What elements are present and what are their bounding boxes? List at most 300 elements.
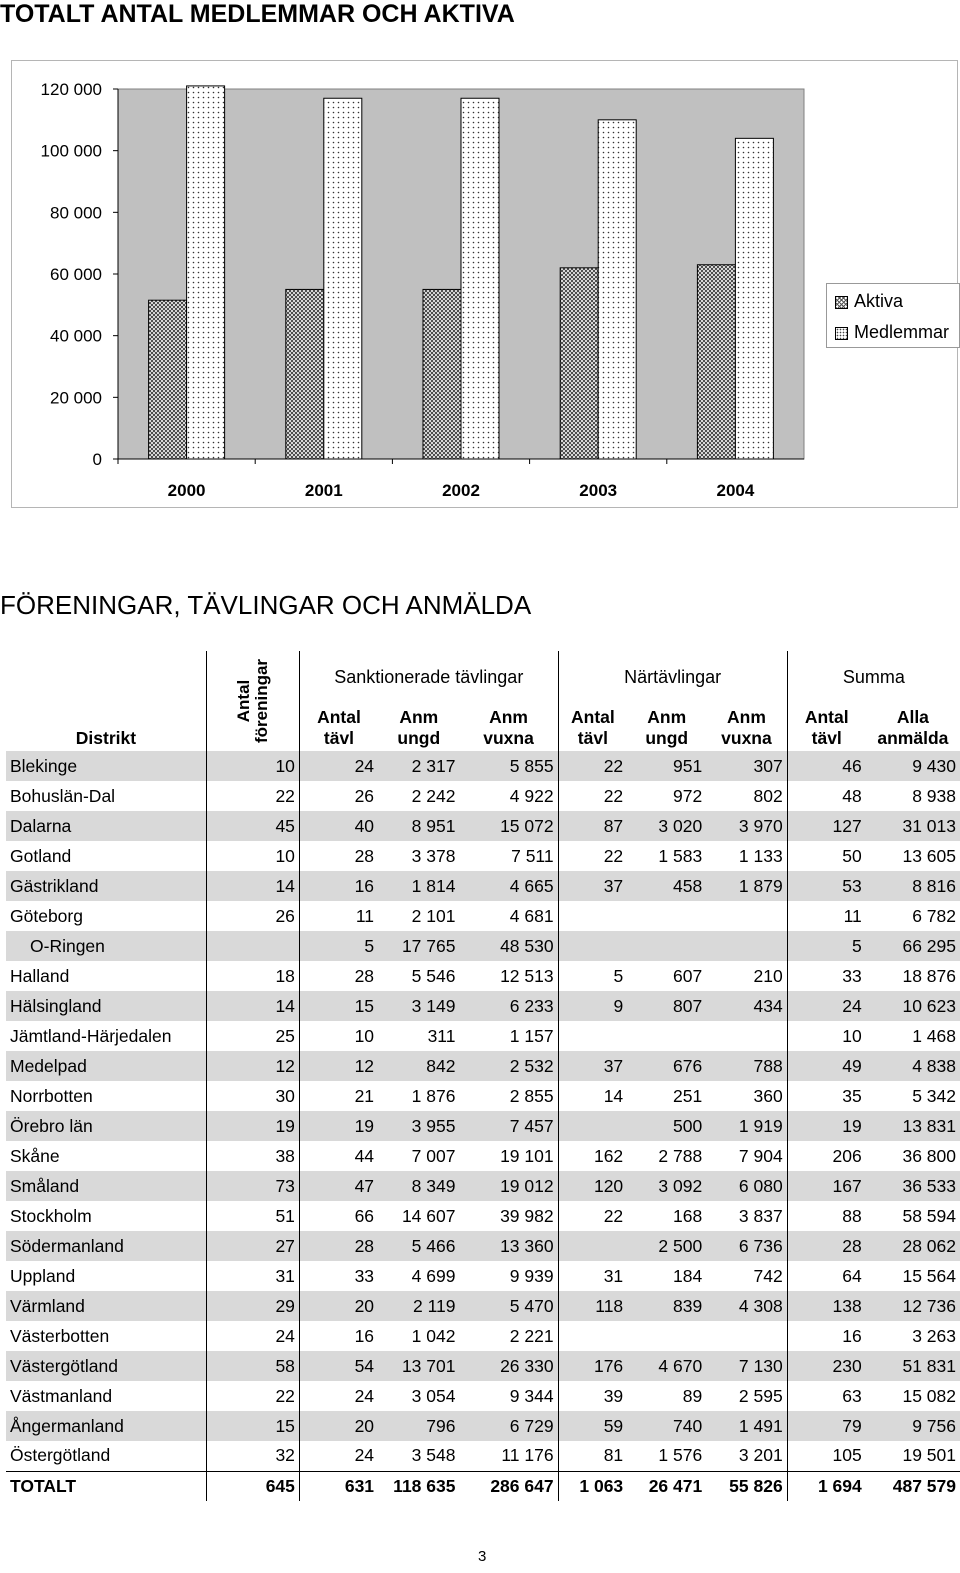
table-row — [6, 901, 960, 931]
legend-item-medlemmar — [835, 321, 949, 343]
header-sub-cell — [706, 703, 787, 751]
value-cell: 81 — [558, 1441, 627, 1471]
value-cell: 3 970 — [706, 811, 787, 841]
value-cell: 33 — [299, 1261, 378, 1291]
value-cell: 22 — [558, 751, 627, 781]
value-cell: 3 092 — [627, 1171, 706, 1201]
y-tick-label: 80 000 — [50, 203, 102, 223]
value-cell: 4 665 — [459, 871, 558, 901]
value-cell: 2 855 — [509, 1085, 554, 1106]
header-group-sanktionerade: Sanktionerade tävlingar — [299, 651, 558, 703]
value-cell — [558, 1321, 627, 1351]
value-cell: 13 605 — [902, 845, 956, 866]
value-cell: 18 876 — [902, 965, 956, 986]
table-row — [6, 1351, 960, 1381]
value-cell: 58 594 — [902, 1205, 956, 1226]
value-cell: 11 176 — [501, 1445, 554, 1466]
value-cell: 500 — [627, 1111, 706, 1141]
value-cell: 12 — [206, 1051, 299, 1081]
value-cell: 3 837 — [738, 1205, 783, 1226]
header-sub-line: Antal — [571, 707, 615, 727]
district-name-cell: Halland — [10, 965, 70, 986]
value-cell: 9 — [558, 991, 627, 1021]
value-cell: 11 — [787, 901, 866, 931]
header-sub-line: Anm — [399, 707, 439, 727]
value-cell: 73 — [206, 1171, 299, 1201]
header-sub-line: ungd — [397, 728, 441, 748]
table-row — [6, 1201, 960, 1231]
value-cell: 24 — [299, 1441, 378, 1471]
value-cell: 5 466 — [378, 1231, 459, 1261]
value-cell: 49 — [787, 1051, 866, 1081]
value-cell: 230 — [787, 1351, 866, 1381]
district-name-cell: Gotland — [10, 845, 72, 866]
header-sub-line: tävl — [323, 728, 355, 748]
value-cell: 13 360 — [459, 1231, 558, 1261]
value-cell: 796 — [378, 1411, 459, 1441]
value-cell: 1 042 — [411, 1325, 456, 1346]
value-cell: 16 — [299, 871, 378, 901]
value-cell: 22 — [558, 1201, 627, 1231]
value-cell: 2 595 — [738, 1385, 783, 1406]
value-cell: 4 699 — [411, 1265, 456, 1286]
value-cell: 3 020 — [627, 811, 706, 841]
x-tick-label: 2004 — [716, 481, 755, 500]
value-cell: 6 233 — [459, 991, 558, 1021]
value-cell — [706, 931, 787, 961]
district-name-cell: Uppland — [10, 1265, 76, 1286]
bar-medlemmar — [461, 98, 499, 459]
value-cell: 12 — [299, 1051, 378, 1081]
value-cell: 16 — [787, 1321, 866, 1351]
value-cell — [558, 1021, 627, 1051]
value-cell: 31 013 — [866, 811, 960, 841]
legend-label-medlemmar: Medlemmar — [854, 322, 950, 342]
value-cell: 951 — [627, 751, 706, 781]
header-group-nartavlingar: Närtävlingar — [558, 651, 787, 703]
header-sub-cell — [459, 703, 558, 751]
x-tick-label: 2000 — [167, 481, 206, 500]
value-cell: 2 317 — [378, 751, 459, 781]
value-cell: 360 — [753, 1085, 783, 1106]
page-number: 3 — [478, 1548, 487, 1565]
district-name-cell: Jämtland-Härjedalen — [10, 1025, 172, 1046]
value-cell: 25 — [206, 1021, 299, 1051]
value-cell: 14 607 — [401, 1205, 456, 1226]
value-cell: 4 922 — [509, 785, 554, 806]
value-cell: 1 879 — [706, 871, 787, 901]
value-cell: 842 — [378, 1051, 459, 1081]
value-cell: 19 — [299, 1111, 378, 1141]
value-cell: 15 — [299, 991, 378, 1021]
value-cell: 311 — [427, 1025, 456, 1046]
table-row — [6, 1381, 960, 1411]
value-cell: 15 — [206, 1411, 299, 1441]
value-cell: 2 101 — [411, 905, 456, 926]
value-cell: 19 — [787, 1111, 866, 1141]
value-cell: 24 — [206, 1321, 299, 1351]
value-cell: 3 378 — [411, 845, 456, 866]
value-cell: 972 — [673, 785, 703, 806]
district-name-cell: Göteborg — [10, 905, 83, 926]
table-row — [6, 931, 960, 961]
value-cell: 44 — [299, 1141, 378, 1171]
value-cell: 37 — [558, 871, 627, 901]
value-cell: 35 — [787, 1081, 866, 1111]
value-cell: 7 007 — [411, 1145, 456, 1166]
header-sub-cell — [787, 703, 866, 751]
table-row — [6, 1021, 960, 1051]
bar-aktiva — [149, 300, 187, 459]
value-cell: 66 295 — [866, 931, 960, 961]
table-title: FÖRENINGAR, TÄVLINGAR OCH ANMÄLDA — [0, 590, 532, 620]
header-sub-line: Antal — [317, 707, 361, 727]
value-cell: 10 — [787, 1021, 866, 1051]
header-antal-foreningar-label — [235, 658, 271, 742]
value-cell: 1 576 — [658, 1445, 703, 1466]
value-cell: 210 — [753, 965, 783, 986]
value-cell: 39 982 — [500, 1205, 554, 1226]
value-cell: 8 951 — [378, 811, 459, 841]
value-cell: 138 — [787, 1291, 866, 1321]
y-tick-label: 120 000 — [40, 80, 102, 99]
value-cell: 87 — [558, 811, 627, 841]
legend-item-aktiva — [835, 290, 903, 312]
value-cell: 89 — [682, 1385, 703, 1406]
district-name-cell: Södermanland — [6, 1231, 206, 1261]
legend-swatch-medlemmar — [835, 327, 848, 340]
value-cell: 32 — [206, 1441, 299, 1471]
table-row — [6, 811, 960, 841]
value-cell: 15 072 — [459, 811, 558, 841]
x-tick-label: 2003 — [579, 481, 618, 500]
value-cell: 16 — [299, 1321, 378, 1351]
bar-aktiva — [286, 289, 324, 459]
value-cell: 37 — [558, 1051, 627, 1081]
value-cell: 2 242 — [411, 785, 456, 806]
member-chart — [11, 60, 958, 508]
value-cell: 127 — [787, 811, 866, 841]
value-cell: 307 — [706, 751, 787, 781]
value-cell — [206, 931, 299, 961]
value-cell: 251 — [673, 1085, 703, 1106]
value-cell: 3 955 — [378, 1111, 459, 1141]
value-cell: 1 133 — [738, 845, 783, 866]
value-cell: 4 838 — [866, 1051, 960, 1081]
value-cell: 807 — [627, 991, 706, 1021]
value-cell: 24 — [299, 1381, 378, 1411]
header-sub-line: tävl — [811, 728, 842, 748]
district-name-cell: Bohuslän-Dal — [10, 785, 116, 806]
value-cell: 29 — [206, 1291, 299, 1321]
value-cell: 6 736 — [706, 1231, 787, 1261]
value-cell: 28 — [299, 961, 378, 991]
table-row — [6, 841, 960, 871]
header-distrikt: Distrikt — [75, 728, 137, 748]
legend-label-aktiva: Aktiva — [854, 291, 904, 311]
value-cell: 1 157 — [509, 1025, 554, 1046]
header-sub-line: vuxna — [721, 728, 772, 748]
value-cell: 10 — [206, 841, 299, 871]
value-cell: 12 736 — [866, 1291, 960, 1321]
value-cell: 66 — [299, 1201, 378, 1231]
district-name-cell: Västmanland — [10, 1385, 113, 1406]
value-cell: 1 919 — [706, 1111, 787, 1141]
district-name-cell: Örebro län — [6, 1111, 206, 1141]
value-cell: 10 — [299, 1021, 378, 1051]
bar-medlemmar — [598, 120, 636, 459]
value-cell: 1 814 — [378, 871, 459, 901]
header-sub-line: Anm — [647, 707, 687, 727]
table-group-header-row — [6, 651, 960, 703]
bar-aktiva — [697, 265, 735, 459]
value-cell: 607 — [673, 965, 703, 986]
y-tick-label: 40 000 — [50, 326, 102, 346]
bar-aktiva — [423, 289, 461, 459]
value-cell: 120 — [558, 1171, 627, 1201]
bar-medlemmar — [324, 98, 362, 459]
table-row — [6, 1231, 960, 1261]
value-cell: 19 012 — [459, 1171, 558, 1201]
value-cell: 20 — [299, 1411, 378, 1441]
value-cell — [627, 931, 706, 961]
value-cell: 51 — [206, 1201, 299, 1231]
value-cell: 7 904 — [738, 1145, 783, 1166]
value-cell: 8 349 — [378, 1171, 459, 1201]
value-cell: 5 470 — [459, 1291, 558, 1321]
value-cell: 434 — [706, 991, 787, 1021]
chart-title: TOTALT ANTAL MEDLEMMAR OCH AKTIVA — [0, 0, 515, 28]
header-sub-line: Antal — [804, 707, 849, 727]
value-cell: 79 — [787, 1411, 866, 1441]
header-sub-line: Anm — [489, 707, 528, 727]
bar-aktiva — [560, 268, 598, 459]
value-cell: 2 500 — [627, 1231, 706, 1261]
value-cell: 162 — [558, 1141, 627, 1171]
district-name-cell: Småland — [6, 1171, 206, 1201]
value-cell: 802 — [753, 785, 783, 806]
district-table — [6, 651, 960, 1501]
value-cell: 9 344 — [509, 1385, 554, 1406]
district-name-cell: Hälsingland — [6, 991, 206, 1021]
value-cell: 24 — [787, 991, 866, 1021]
value-cell: 19 101 — [500, 1145, 554, 1166]
value-cell: 15 564 — [902, 1265, 956, 1286]
value-cell — [558, 1111, 627, 1141]
value-cell: 8 816 — [866, 871, 960, 901]
value-cell: 3 263 — [912, 1325, 956, 1346]
value-cell: 28 — [299, 1231, 378, 1261]
value-cell: 118 — [558, 1291, 627, 1321]
chart-plot — [12, 61, 957, 507]
value-cell — [558, 901, 627, 931]
value-cell: 48 530 — [459, 931, 558, 961]
value-cell: 105 — [787, 1441, 866, 1471]
value-cell: 2 788 — [658, 1145, 703, 1166]
value-cell: 3 054 — [411, 1385, 456, 1406]
value-cell — [706, 901, 787, 931]
table-row — [6, 991, 960, 1021]
value-cell: 4 308 — [706, 1291, 787, 1321]
value-cell: 13 701 — [378, 1351, 459, 1381]
district-name-cell: Stockholm — [10, 1205, 92, 1226]
table-row — [6, 1081, 960, 1111]
value-cell: 6 782 — [912, 905, 956, 926]
value-cell: 3 548 — [411, 1445, 456, 1466]
district-name-cell: Ångermanland — [6, 1411, 206, 1441]
value-cell: 742 — [753, 1265, 783, 1286]
header-sub-line: Anm — [727, 707, 766, 727]
value-cell: 63 — [787, 1381, 866, 1411]
district-name-cell: Västergötland — [6, 1351, 206, 1381]
value-cell: 1 583 — [658, 845, 703, 866]
value-cell: 30 — [206, 1081, 299, 1111]
value-cell — [627, 1321, 706, 1351]
table-row — [6, 751, 960, 781]
header-group-summa: Summa — [787, 651, 960, 703]
value-cell: 6 729 — [459, 1411, 558, 1441]
value-cell: 28 — [787, 1231, 866, 1261]
table-row — [6, 1321, 960, 1351]
value-cell: 9 939 — [509, 1265, 554, 1286]
value-cell: 19 — [206, 1111, 299, 1141]
value-cell: 12 513 — [500, 965, 554, 986]
y-tick-label: 100 000 — [40, 141, 102, 161]
bar-medlemmar — [187, 86, 225, 459]
value-cell: 6 080 — [706, 1171, 787, 1201]
value-cell: 13 831 — [866, 1111, 960, 1141]
value-cell: 36 800 — [902, 1145, 956, 1166]
table-row — [6, 1291, 960, 1321]
value-cell: 36 533 — [866, 1171, 960, 1201]
value-cell: 740 — [627, 1411, 706, 1441]
district-name-cell: O-Ringen — [6, 931, 206, 961]
value-cell: 1 876 — [411, 1085, 456, 1106]
value-cell: 3 149 — [378, 991, 459, 1021]
value-cell: 8 938 — [912, 785, 956, 806]
header-sub-line: Alla — [896, 707, 929, 727]
value-cell: 26 — [299, 781, 378, 811]
value-cell: 14 — [558, 1081, 627, 1111]
value-cell: 21 — [299, 1081, 378, 1111]
value-cell: 14 — [206, 991, 299, 1021]
value-cell: 206 — [787, 1141, 866, 1171]
value-cell: 676 — [627, 1051, 706, 1081]
value-cell: 7 457 — [459, 1111, 558, 1141]
value-cell: 10 623 — [866, 991, 960, 1021]
value-cell: 55 826 — [706, 1471, 787, 1501]
header-sub-line: tävl — [577, 728, 608, 748]
table-row — [6, 1171, 960, 1201]
value-cell: 176 — [558, 1351, 627, 1381]
district-name-cell: Skåne — [10, 1145, 60, 1166]
table-row — [6, 1261, 960, 1291]
value-cell: 10 — [206, 751, 299, 781]
header-antal-foreningar-line1: Antal — [233, 679, 253, 722]
value-cell: 28 — [299, 841, 378, 871]
table-body — [6, 751, 960, 1501]
header-antal-foreningar — [206, 651, 299, 751]
value-cell: 2 119 — [378, 1291, 459, 1321]
value-cell: 53 — [787, 871, 866, 901]
value-cell: 31 — [206, 1261, 299, 1291]
header-antal-foreningar-line2: föreningar — [251, 658, 271, 743]
table-row — [6, 1411, 960, 1441]
table-row — [6, 781, 960, 811]
value-cell: 59 — [558, 1411, 627, 1441]
y-tick-label: 0 — [92, 450, 102, 469]
y-tick-label: 60 000 — [50, 265, 102, 284]
value-cell: 2 532 — [459, 1051, 558, 1081]
value-cell: 26 — [206, 901, 299, 931]
table-row — [6, 961, 960, 991]
value-cell: 15 082 — [902, 1385, 956, 1406]
value-cell: 167 — [787, 1171, 866, 1201]
value-cell: 7 511 — [511, 845, 554, 866]
value-cell: 38 — [206, 1141, 299, 1171]
header-sub-cell — [866, 703, 960, 751]
value-cell: 9 756 — [866, 1411, 960, 1441]
header-sub-cell — [558, 703, 627, 751]
value-cell — [627, 901, 706, 931]
value-cell: 788 — [706, 1051, 787, 1081]
header-distrikt-cell — [6, 651, 206, 751]
table-row — [6, 1111, 960, 1141]
district-name-cell: Blekinge — [6, 751, 206, 781]
header-sub-cell — [299, 703, 378, 751]
x-tick-label: 2002 — [442, 481, 480, 500]
value-cell: 47 — [299, 1171, 378, 1201]
value-cell: 2 221 — [509, 1325, 554, 1346]
value-cell: 22 — [558, 841, 627, 871]
value-cell — [558, 1231, 627, 1261]
value-cell: 33 — [787, 961, 866, 991]
value-cell: 3 201 — [738, 1445, 783, 1466]
value-cell: 184 — [673, 1265, 703, 1286]
chart-legend — [826, 283, 960, 348]
value-cell — [558, 931, 627, 961]
value-cell: 5 — [787, 931, 866, 961]
value-cell: 40 — [299, 811, 378, 841]
value-cell — [706, 1321, 787, 1351]
value-cell: 50 — [787, 841, 866, 871]
district-name-cell: Gästrikland — [6, 871, 206, 901]
value-cell: 839 — [627, 1291, 706, 1321]
district-name-cell: Värmland — [6, 1291, 206, 1321]
value-cell: 4 670 — [627, 1351, 706, 1381]
y-tick-label: 20 000 — [50, 388, 102, 408]
value-cell: 24 — [299, 751, 378, 781]
value-cell: 487 579 — [866, 1471, 960, 1501]
value-cell: 22 — [206, 1381, 299, 1411]
header-sub-cell — [627, 703, 706, 751]
district-name-cell: Norrbotten — [10, 1085, 93, 1106]
value-cell — [627, 1021, 706, 1051]
value-cell: 5 342 — [912, 1085, 956, 1106]
value-cell: 458 — [627, 871, 706, 901]
value-cell: 48 — [787, 781, 866, 811]
value-cell: 88 — [787, 1201, 866, 1231]
value-cell: 645 — [206, 1471, 299, 1501]
value-cell: 54 — [299, 1351, 378, 1381]
table-row — [6, 871, 960, 901]
value-cell: 118 635 — [378, 1471, 459, 1501]
legend-swatch-aktiva — [835, 296, 848, 309]
value-cell: 19 501 — [902, 1445, 956, 1466]
value-cell: 46 — [787, 751, 866, 781]
header-sub-line: ungd — [645, 728, 689, 748]
header-sub-line: vuxna — [483, 728, 534, 748]
